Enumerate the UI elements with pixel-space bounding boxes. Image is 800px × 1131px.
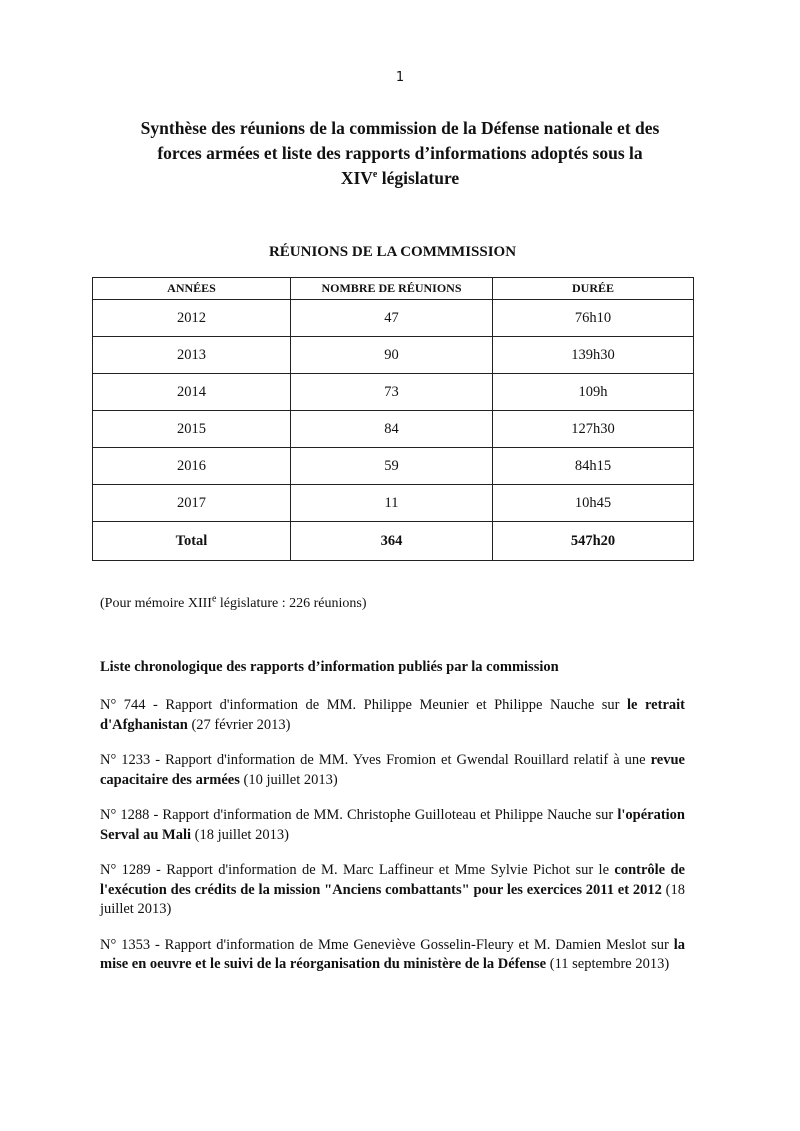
- table-row: [93, 337, 694, 374]
- reports-list: [100, 696, 685, 991]
- table-row: [93, 485, 694, 522]
- list-item: [100, 751, 685, 790]
- footnote: [100, 593, 367, 612]
- list-title: Liste chronologique des rapports d’information publiés par la commission: [100, 659, 559, 675]
- title-line-2: forces armées et liste des rapports d’informations adoptés sous la: [157, 143, 643, 163]
- report-subject: l'opération Serval au Mali: [100, 807, 685, 843]
- title-line-3-prefix: XIV: [340, 168, 373, 188]
- table-header-row: [93, 278, 694, 300]
- cell-year: 2012: [93, 300, 291, 337]
- list-item: [100, 936, 685, 975]
- cell-count: 84: [291, 411, 493, 448]
- report-subject: revue capacitaire des armées: [100, 752, 685, 788]
- footnote-prefix: (Pour mémoire XIII: [100, 596, 212, 611]
- cell-duration: 10h45: [493, 485, 694, 522]
- cell-year: 2017: [93, 485, 291, 522]
- cell-year: 2015: [93, 411, 291, 448]
- cell-count: 90: [291, 337, 493, 374]
- cell-count: 11: [291, 485, 493, 522]
- meetings-table: [92, 277, 694, 561]
- title-line-3-suffix: législature: [377, 168, 460, 188]
- cell-duration: 109h: [493, 374, 694, 411]
- document-title: [100, 116, 700, 191]
- report-subject: le retrait d'Afghanistan: [100, 697, 685, 733]
- cell-duration: 139h30: [493, 337, 694, 374]
- report-date: (10 juillet 2013): [239, 771, 338, 788]
- report-text: N° 1353 - Rapport d'information de Mme Geneviève Gosselin-Fleury et M. Damien Meslot sur: [100, 936, 674, 953]
- list-item: [100, 696, 685, 735]
- report-date: (11 septembre 2013): [546, 956, 670, 972]
- page-number: 1: [395, 70, 405, 85]
- report-text: N° 1289 - Rapport d'information de M. Marc Laffineur et Mme Sylvie Pichot sur le: [100, 862, 615, 878]
- report-subject: la mise en oeuvre et le suivi de la réorganisation du ministère de la Défense: [100, 936, 685, 972]
- report-text: N° 1233 - Rapport d'information de MM. Yves Fromion et Gwendal Rouillard relatif à une: [100, 752, 651, 768]
- total-duration: 547h20: [493, 522, 694, 561]
- cell-year: 2014: [93, 374, 291, 411]
- footnote-suffix: législature : 226 réunions): [216, 596, 367, 611]
- header-annees: ANNÉES: [93, 278, 291, 300]
- table-row: [93, 300, 694, 337]
- header-duree: DURÉE: [493, 278, 694, 300]
- report-date: (18 juillet 2013): [191, 826, 289, 843]
- table-row: [93, 411, 694, 448]
- cell-count: 59: [291, 448, 493, 485]
- header-nombre-reunions: NOMBRE DE RÉUNIONS: [291, 278, 493, 300]
- table-row: [93, 374, 694, 411]
- cell-count: 73: [291, 374, 493, 411]
- report-date: (18 juillet 2013): [100, 881, 685, 917]
- cell-count: 47: [291, 300, 493, 337]
- cell-duration: 127h30: [493, 411, 694, 448]
- report-text: N° 744 - Rapport d'information de MM. Philippe Meunier et Philippe Nauche sur: [100, 697, 628, 713]
- cell-year: 2016: [93, 448, 291, 485]
- list-item: [100, 861, 685, 920]
- section-title: RÉUNIONS DE LA COMMMISSION: [268, 244, 517, 260]
- table-total-row: [93, 522, 694, 561]
- table-row: [93, 448, 694, 485]
- title-line-3-sup: e: [372, 169, 378, 181]
- footnote-sup: e: [211, 593, 217, 605]
- title-line-1: Synthèse des réunions de la commission de la Défense nationale et des: [140, 118, 660, 138]
- cell-duration: 76h10: [493, 300, 694, 337]
- title-line-3: [100, 166, 700, 191]
- report-date: (27 février 2013): [187, 716, 291, 733]
- total-label: Total: [93, 522, 291, 561]
- total-count: 364: [291, 522, 493, 561]
- cell-duration: 84h15: [493, 448, 694, 485]
- report-subject: contrôle de l'exécution des crédits de la mission "Anciens combattants" pour les exercices 2011 et 2012: [100, 862, 685, 898]
- report-text: N° 1288 - Rapport d'information de MM. Christophe Guilloteau et Philippe Nauche sur: [100, 807, 618, 823]
- cell-year: 2013: [93, 337, 291, 374]
- list-item: [100, 806, 685, 845]
